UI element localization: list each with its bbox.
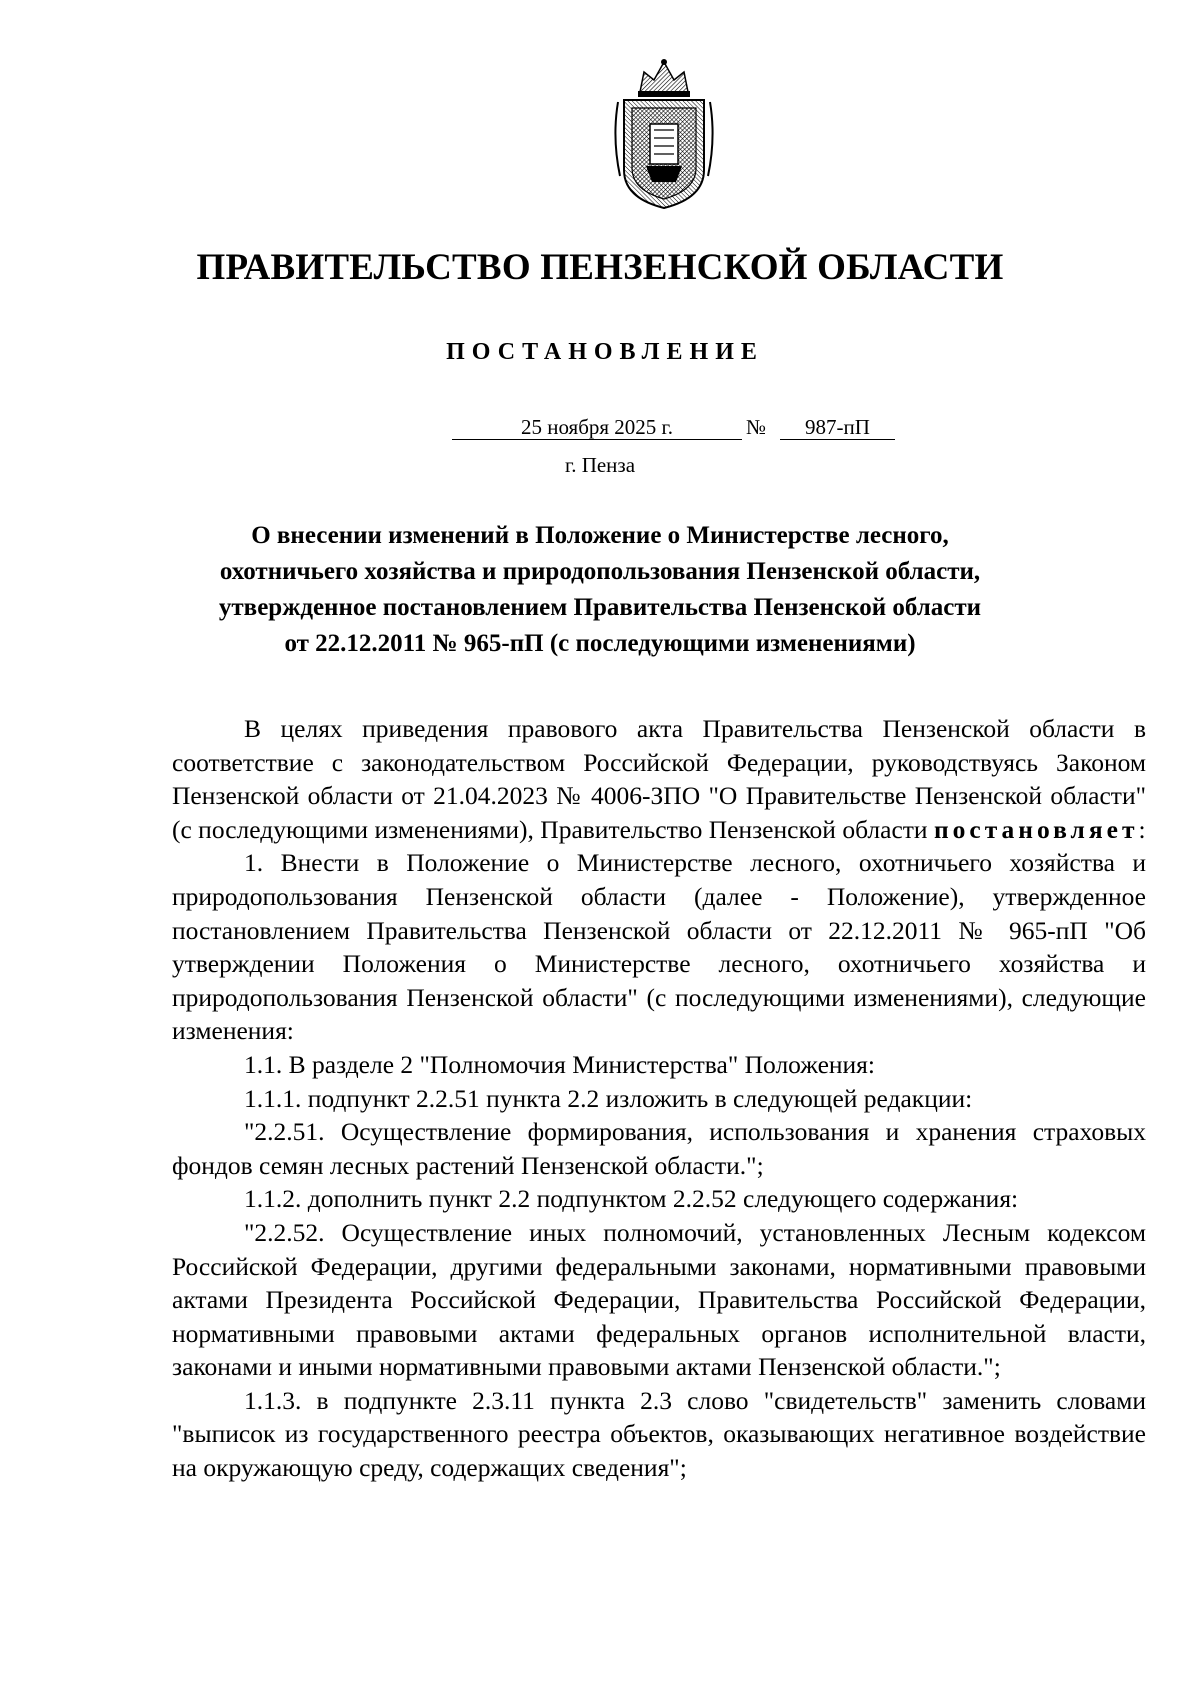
subject-line: утвержденное постановлением Правительства Пензенской области bbox=[218, 594, 982, 621]
body-paragraph: 1.1. В разделе 2 "Полномочия Министерства" Положения: bbox=[244, 1049, 875, 1079]
body-paragraph: 1.1.1. подпункт 2.2.51 пункта 2.2 изложить в следующей редакции: bbox=[244, 1083, 973, 1113]
preamble-text: В целях приведения правового акта Правительства Пензенской области в соответствие с законодательством Российской Федерации, руководствуясь Законом Пензенской области от 21.04.2023 № 4006-ЗПО "О Правительстве Пензенской области" (с последующими изменениями), Правительство Пензенской области bbox=[172, 714, 1146, 844]
document-subject bbox=[180, 518, 1020, 662]
body-paragraph: "2.2.52. Осуществление иных полномочий, установленных Лесным кодексом Российской Федерации, другими федеральными законами, нормативными правовыми актами Президента Российской Федерации, Правительства Российской Федерации, нормативными правовыми актами федеральных органов исполнительной власти, законами и иными нормативными правовыми актами Пензенской области."; bbox=[172, 1217, 1146, 1382]
date-number-line bbox=[0, 414, 1200, 444]
body-paragraph: "2.2.51. Осуществление формирования, использования и хранения страховых фондов семян лесных растений Пензенской области."; bbox=[172, 1117, 1146, 1180]
subject-line: охотничьего хозяйства и природопользования Пензенской области, bbox=[219, 558, 981, 585]
body-paragraph: 1. Внести в Положение о Министерстве лесного, охотничьего хозяйства и природопользования Пензенской области (далее - Положение), утвержденное постановлением Правительства Пензенской области от 22.12.2011 № 965-пП "Об утверждении Положения о Министерстве лесного, охотничьего хозяйства и природопользования Пензенской области" (с последующими изменениями), следующие изменения: bbox=[172, 848, 1146, 1046]
subject-line: О внесении изменений в Положение о Министерстве лесного, bbox=[251, 522, 949, 549]
coat-of-arms-emblem bbox=[610, 58, 718, 210]
document-number: 987-пП bbox=[780, 414, 895, 440]
preamble-paragraph bbox=[172, 712, 1146, 846]
document-date: 25 ноября 2025 г. bbox=[452, 414, 742, 440]
decree-colon: : bbox=[1138, 814, 1146, 844]
decree-word: постановляет bbox=[933, 814, 1139, 844]
subject-line: от 22.12.2011 № 965-пП (с последующими изменениями) bbox=[284, 630, 916, 657]
document-body bbox=[172, 712, 1146, 1485]
body-paragraph: 1.1.2. дополнить пункт 2.2 подпунктом 2.2.52 следующего содержания: bbox=[244, 1184, 1019, 1214]
government-title: ПРАВИТЕЛЬСТВО ПЕНЗЕНСКОЙ ОБЛАСТИ bbox=[196, 247, 1004, 288]
city-name: г. Пенза bbox=[564, 453, 636, 477]
document-type-title: ПОСТАНОВЛЕНИЕ bbox=[446, 339, 764, 365]
number-sign: № bbox=[746, 415, 767, 439]
body-paragraph: 1.1.3. в подпункте 2.3.11 пункта 2.3 слово "свидетельств" заменить словами "выписок из государственного реестра объектов, оказывающих негативное воздействие на окружающую среду, содержащих сведения"; bbox=[172, 1385, 1146, 1483]
